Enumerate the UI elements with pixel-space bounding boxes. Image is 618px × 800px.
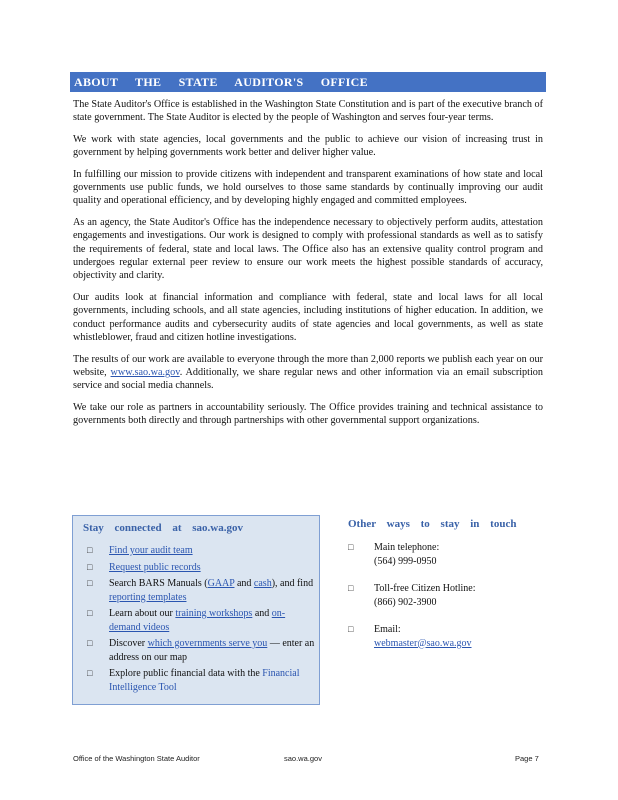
body-text bbox=[73, 98, 543, 436]
reporting-templates-link[interactable]: reporting templates bbox=[109, 591, 187, 603]
and-find-text: ), and find bbox=[271, 578, 314, 589]
checkbox-bullet-icon: □ bbox=[87, 545, 93, 555]
contact-list bbox=[348, 541, 568, 650]
list-item bbox=[87, 637, 315, 664]
find-audit-team-link[interactable]: Find your audit team bbox=[109, 545, 193, 556]
checkbox-bullet-icon: □ bbox=[87, 578, 93, 588]
email-link[interactable]: webmaster@sao.wa.gov bbox=[374, 637, 472, 649]
list-item bbox=[348, 623, 568, 650]
checkbox-bullet-icon: □ bbox=[87, 638, 93, 648]
stay-connected-box bbox=[72, 515, 320, 705]
on-demand-videos-link[interactable]: on-demand videos bbox=[109, 608, 286, 633]
list-item bbox=[87, 607, 315, 634]
cash-link[interactable]: cash bbox=[253, 578, 272, 589]
hotline-number: (866) 902-3900 bbox=[374, 596, 437, 608]
checkbox-bullet-icon: □ bbox=[87, 608, 93, 618]
gaap-link[interactable]: GAAP bbox=[207, 578, 235, 589]
list-item bbox=[87, 544, 315, 558]
checkbox-bullet-icon: □ bbox=[87, 561, 93, 572]
list-item bbox=[348, 582, 568, 609]
request-records-link[interactable]: Request public records bbox=[109, 561, 201, 573]
section-title-banner: ABOUT THE STATE AUDITOR'S OFFICE bbox=[70, 72, 546, 92]
footer-page-number: Page 7 bbox=[515, 754, 539, 763]
checkbox-bullet-icon: □ bbox=[348, 624, 354, 634]
paragraph-6 bbox=[73, 353, 543, 393]
paragraph-1: The State Auditor's Office is established in the Washington State Constitution and is part of the executive branch of state government. The State Auditor is elected by the people of Washington and serves four-year terms. bbox=[73, 99, 543, 124]
paragraph-7: We take our role as partners in accountability seriously. The Office provides training and technical assistance to governments both directly and through partnerships with other governmental support organizations. bbox=[73, 401, 543, 427]
list-item bbox=[87, 667, 315, 694]
paragraph-2: We work with state agencies, local governments and the public to achieve our vision of increasing trust in government by helping governments work better and deliver higher value. bbox=[73, 133, 543, 159]
email-label: Email: bbox=[374, 624, 401, 635]
footer-center: sao.wa.gov bbox=[284, 754, 322, 763]
paragraph-4: As an agency, the State Auditor's Office has the independence necessary to objectively perform audits, attestation engagements and investigations. Our work is designed to comply with professional standards as well as to satisfy the requirements of federal, state and local laws. The Office also has an extensive quality control program and undergoes regular external peer review to ensure our work meets the highest possible standards of accuracy, objectivity and clarity. bbox=[73, 216, 543, 282]
checkbox-bullet-icon: □ bbox=[348, 583, 354, 593]
discover-text: Discover bbox=[109, 638, 148, 649]
checkbox-bullet-icon: □ bbox=[348, 542, 354, 552]
other-ways-title: Other ways to stay in touch bbox=[348, 518, 517, 530]
paragraph-5: Our audits look at financial information and compliance with federal, state and local laws for all local governments, including schools, and all state agencies, including institutions of higher education. In addition, we conduct performance audits and cybersecurity audits of state agencies and local governments, as well as state whistleblower, fraud and citizen hotline investigations. bbox=[73, 291, 543, 344]
stay-connected-title: Stay connected at sao.wa.gov bbox=[83, 522, 243, 534]
enter-address-text: — enter an address on our map bbox=[109, 638, 315, 663]
stay-connected-list bbox=[87, 544, 315, 697]
other-ways-section bbox=[348, 518, 568, 664]
which-governments-link[interactable]: which governments serve you bbox=[147, 638, 268, 649]
checkbox-bullet-icon: □ bbox=[87, 668, 93, 678]
paragraph-6-text-before: The results of our work are available to everyone through the more than 2,000 reports we publish each year on our website, bbox=[73, 353, 543, 378]
list-item bbox=[348, 541, 568, 568]
paragraph-6-text-after: . Additionally, we share regular news and other information via an email subscription service and social media channels. bbox=[73, 366, 543, 392]
footer-left: Office of the Washington State Auditor bbox=[73, 754, 200, 763]
and-text: and bbox=[252, 608, 272, 619]
paragraph-3: In fulfilling our mission to provide citizens with independent and transparent examinations of how state and local governments use public funds, we hold ourselves to those same standards by continually improving our audit quality and operational efficiency, and by developing highly engaged and committed employees. bbox=[73, 168, 543, 207]
fit-tool-link[interactable]: Financial Intelligence Tool bbox=[109, 668, 300, 693]
and-text: and bbox=[234, 578, 254, 589]
main-phone-label: Main telephone: bbox=[374, 542, 440, 553]
learn-about-text: Learn about our bbox=[109, 608, 176, 619]
training-workshops-link[interactable]: training workshops bbox=[175, 608, 253, 619]
website-link[interactable]: www.sao.wa.gov bbox=[110, 366, 180, 378]
search-bars-text: Search BARS Manuals ( bbox=[109, 578, 208, 589]
main-phone-number: (564) 999-0950 bbox=[374, 555, 437, 567]
explore-text: Explore public financial data with the bbox=[109, 668, 263, 679]
hotline-label: Toll-free Citizen Hotline: bbox=[374, 583, 476, 594]
list-item bbox=[87, 577, 315, 604]
list-item bbox=[87, 561, 315, 575]
